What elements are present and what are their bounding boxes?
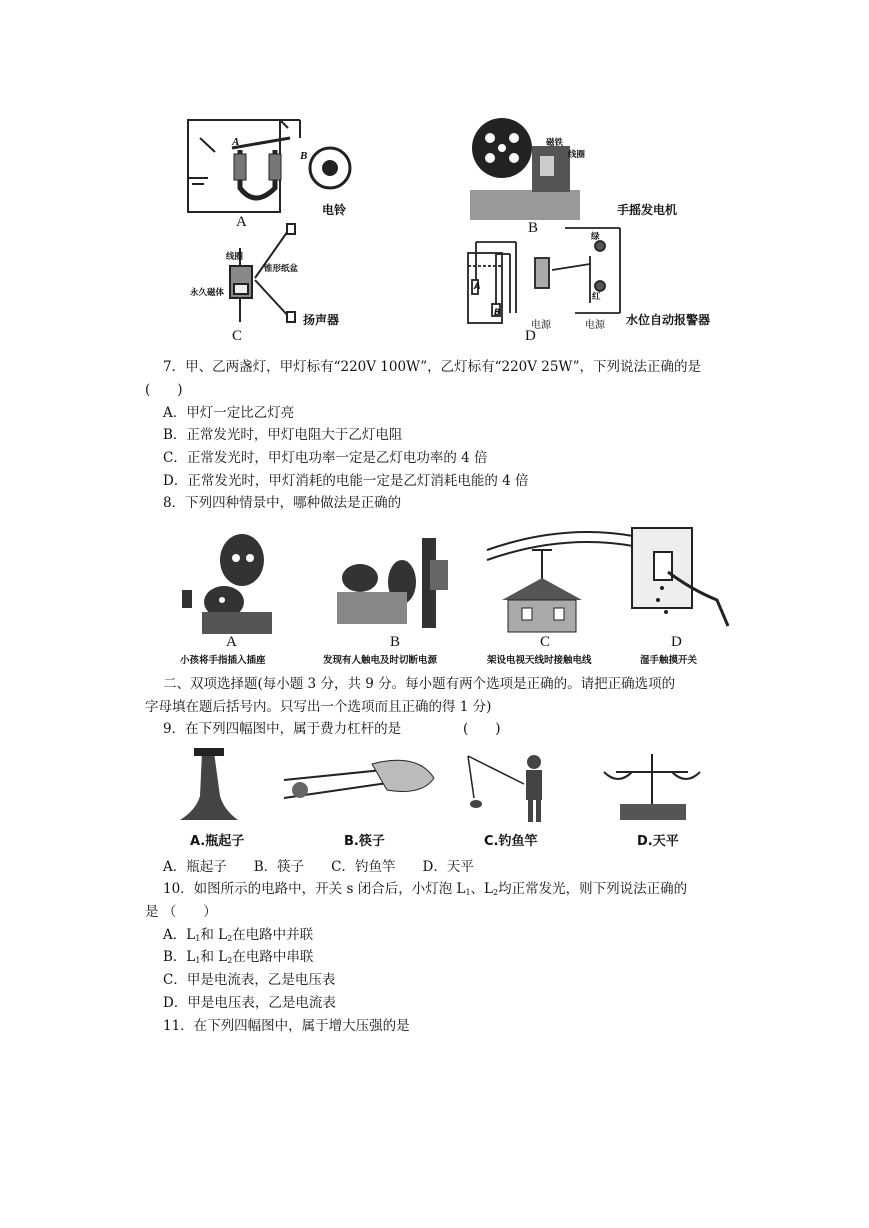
q6-c-caption: 扬声器 [303, 313, 340, 327]
q6-a-caption: 电铃 [322, 203, 347, 217]
q8-d-letter: D [671, 634, 682, 650]
q9-a-caption: A.瓶起子 [190, 834, 245, 849]
q6-d-letter: D [525, 328, 536, 344]
q6-d-caption: 水位自动报警器 [626, 313, 711, 327]
q10-option-b-p2: 和 L [200, 949, 228, 965]
q6-c-coil: 线圈 [226, 252, 244, 262]
q8-d-caption: 湿手触摸开关 [640, 655, 698, 666]
q6-b-magnet: 磁铁 [546, 138, 564, 148]
q10-stem-a: 10．如图所示的电路中，开关 s 闭合后，小灯泡 L [163, 881, 466, 897]
q7-option-b: B．正常发光时，甲灯电阻大于乙灯电阻 [163, 427, 403, 443]
q6-b-letter: B [528, 220, 539, 236]
q7-stem: 7．甲、乙两盏灯，甲灯标有“220V 100W”，乙灯标有“220V 25W”，下列说法正确的是 [163, 359, 702, 375]
q7-paren: ( ) [145, 382, 183, 398]
q10-stem-sub2: 2 [493, 888, 499, 897]
q6-d-power2: 电源 [585, 320, 605, 331]
q8-a-caption: 小孩将手指插入插座 [180, 655, 266, 666]
q9-figure [172, 744, 732, 826]
q10-option-b-p3: 在电路中串联 [232, 949, 314, 965]
q7-option-c: C．正常发光时，甲灯电功率一定是乙灯电功率的 4 倍 [163, 450, 488, 466]
q6-d-green: 绿 [591, 232, 600, 242]
q10-option-b-sub1: 1 [195, 956, 201, 965]
q8-b-caption: 发现有人触电及时切断电源 [323, 655, 438, 666]
q8-figure-art [172, 520, 732, 640]
q10-option-b-p1: B．L [163, 949, 196, 965]
q6-a-label-A: A [232, 136, 240, 148]
q9-figure-art [172, 744, 732, 826]
q8-c-letter: C [540, 634, 551, 650]
q10-option-a [163, 925, 313, 949]
q6-d-red: 红 [592, 292, 601, 302]
q6-a-label-B: B [300, 150, 308, 162]
q10-stem [163, 879, 687, 903]
q8-figure [172, 520, 732, 640]
q8-b-letter: B [390, 634, 401, 650]
q9-d-caption: D.天平 [637, 834, 679, 849]
q6-b-coil: 线圈 [568, 150, 586, 160]
q6-d-A: A [474, 282, 481, 292]
q10-option-a-p1: A．L [163, 927, 196, 943]
q10-stem-c: 均正常发光，则下列说法正确的 [498, 881, 688, 897]
q10-stem-sub1: 1 [465, 888, 471, 897]
q10-option-b [163, 947, 313, 971]
q10-option-b-sub2: 2 [227, 956, 233, 965]
q8-stem: 8．下列四种情景中，哪种做法是正确的 [163, 495, 402, 511]
section2-line1: 二、双项选择题(每小题 3 分，共 9 分。每小题有两个选项是正确的。请把正确选项的 [163, 676, 676, 692]
q7-option-a: A．甲灯一定比乙灯亮 [163, 405, 295, 421]
q10-option-a-sub1: 1 [195, 934, 201, 943]
section2-line2: 字母填在题后括号内。只写出一个选项而且正确的得 1 分) [145, 699, 492, 715]
q6-a-letter: A [236, 214, 247, 230]
q10-option-a-p3: 在电路中并联 [232, 927, 314, 943]
q11-stem: 11．在下列四幅图中，属于增大压强的是 [163, 1018, 410, 1034]
q10-option-a-sub2: 2 [227, 934, 233, 943]
q10-option-d: D．甲是电压表，乙是电流表 [163, 995, 336, 1011]
q10-stem-b: 、L [470, 881, 494, 897]
q10-option-c: C．甲是电流表，乙是电压表 [163, 972, 336, 988]
q6-c-magnet: 永久磁体 [190, 288, 225, 298]
q7-option-d: D．正常发光时，甲灯消耗的电能一定是乙灯消耗电能的 4 倍 [163, 473, 529, 489]
q9-paren: ( ) [463, 721, 501, 737]
q6-d-power1: 电源 [531, 320, 551, 331]
q10-option-a-p2: 和 L [200, 927, 228, 943]
q8-a-letter: A [226, 634, 237, 650]
q9-stem: 9．在下列四幅图中，属于费力杠杆的是 [163, 721, 402, 737]
q9-b-caption: B.筷子 [344, 834, 385, 849]
q6-c-letter: C [232, 328, 243, 344]
q6-b-caption: 手摇发电机 [617, 203, 678, 217]
q10-line2: 是 （ ） [145, 904, 217, 920]
q6-d-B: B [494, 308, 501, 318]
q9-options: A．瓶起子 B．筷子 C．钓鱼竿 D．天平 [163, 859, 474, 875]
q9-c-caption: C.钓鱼竿 [484, 834, 538, 849]
q8-c-caption: 架设电视天线时接触电线 [487, 655, 592, 666]
q6-c-cone: 锥形纸盆 [264, 264, 299, 274]
